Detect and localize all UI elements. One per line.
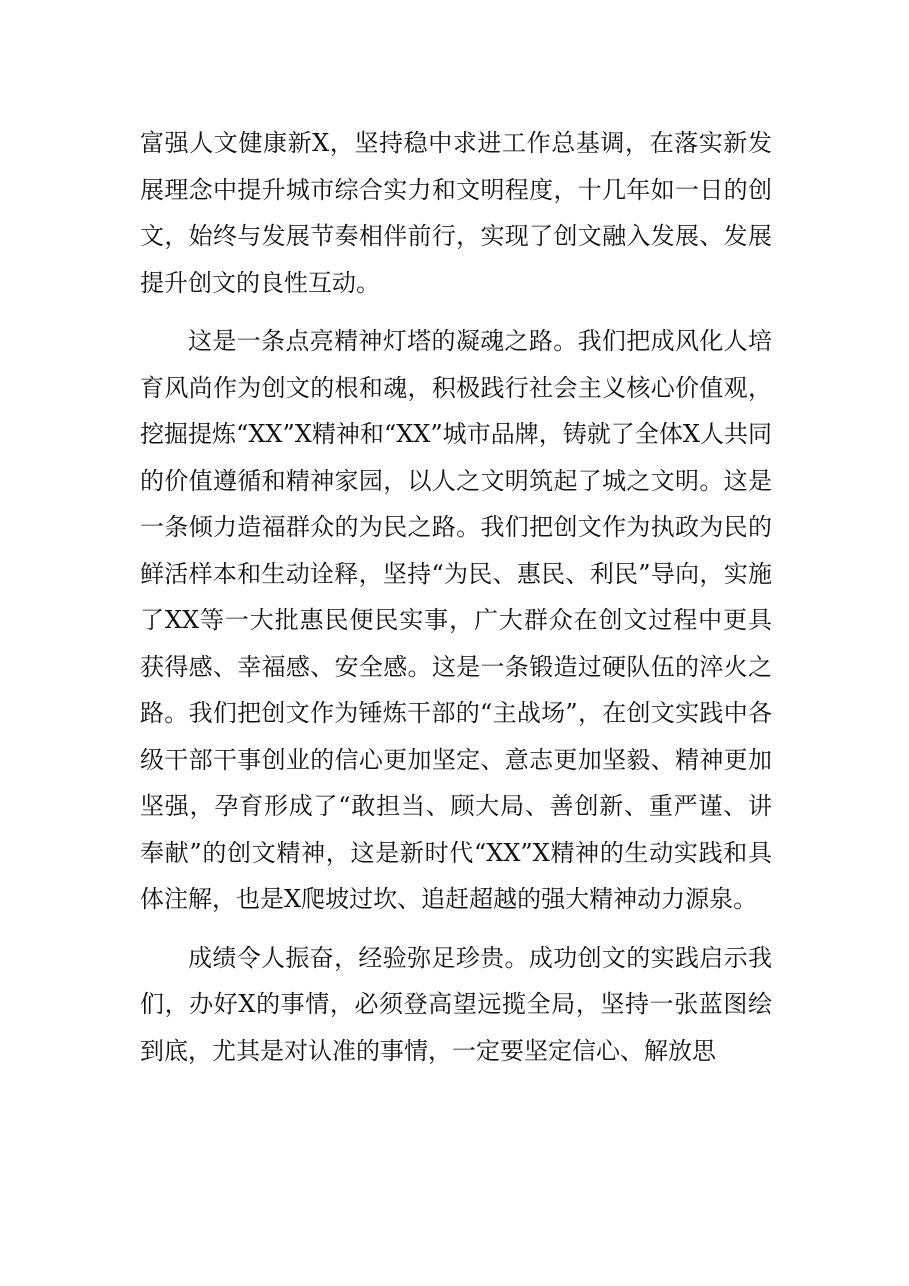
paragraph-achievements: 这是一条点亮精神灯塔的凝魂之路。我们把成风化人培育风尚作为创文的根和魂，积极践行社会主义核心价值观，挖掘提炼“XX”X精神和“XX”城市品牌，铸就了全体X人共同的价值遵循和精神家园，以人之文明筑起了城之文明。这是一条倾力造福群众的为民之路。我们把创文作为执政为民的鲜活样本和生动诠释，坚持“为民、惠民、利民”导向，实施了XX等一大批惠民便民实事，广大群众在创文过程中更具获得感、幸福感、安全感。这是一条锻造过硬队伍的淬火之路。我们把创文作为锤炼干部的“主战场”，在创文实践中各级干部干事创业的信心更加坚定、意志更加坚毅、精神更加坚强，孕育形成了“敢担当、顾大局、善创新、重严谨、讲奉献”的创文精神，这是新时代“XX”X精神的生动实践和具体注解，也是X爬坡过坎、追赶超越的强大精神动力源泉。 [140,327,772,913]
paragraph-continuation: 富强人文健康新X，坚持稳中求进工作总基调，在落实新发展理念中提升城市综合实力和文明程度，十几年如一日的创文，始终与发展节奏相伴前行，实现了创文融入发展、发展提升创文的良性互动。 [140,129,772,297]
paragraph-experience: 成绩令人振奋，经验弥足珍贵。成功创文的实践启示我们，办好X的事情，必须登高望远揽全局，坚持一张蓝图绘到底，尤其是对认准的事情，一定要坚定信心、解放思 [140,943,772,1065]
document-body [140,120,772,1086]
